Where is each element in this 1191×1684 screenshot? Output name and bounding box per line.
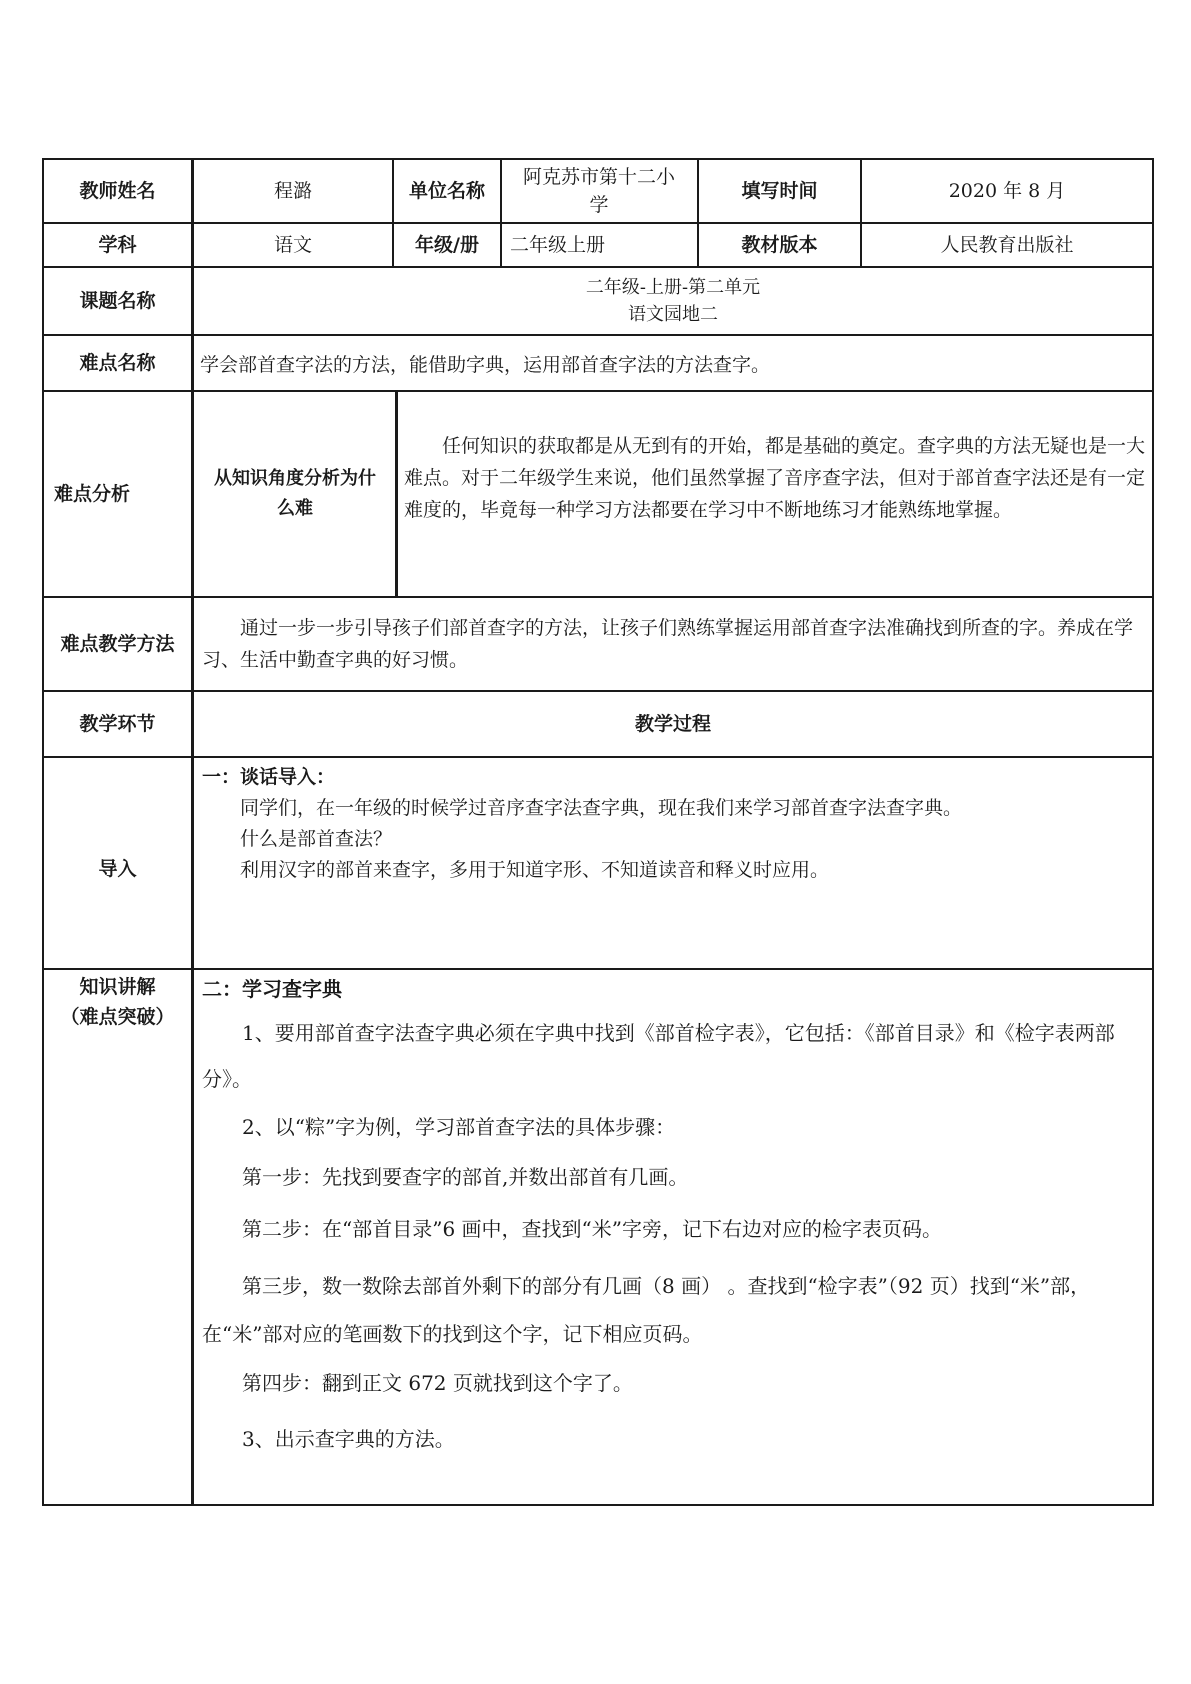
method-paragraph: 通过一步一步引导孩子们部首查字的方法，让孩子们熟练掌握运用部首查字法准确找到所查的字。养成在学习、生活中勤查字典的好习惯。 xyxy=(202,617,1134,671)
unit-name-label: 单位名称 xyxy=(408,180,485,202)
analysis-text xyxy=(404,392,1148,596)
grade-value: 二年级上册 xyxy=(510,234,606,256)
intro-paragraph-2: 什么是部首查法？ xyxy=(240,828,393,850)
knowledge-paragraph-2: 2、以“粽”字为例，学习部首查字法的具体步骤： xyxy=(242,1115,676,1139)
subject-label: 学科 xyxy=(98,234,137,256)
difficulty-label: 难点名称 xyxy=(79,352,156,374)
method-text xyxy=(202,598,1148,690)
knowledge-step-3: 第三步，数一数除去部首外剩下的部分有几画（8 画） 。查找到“检字表”（92 页）找到“米”部，在“米”部对应的笔画数下的找到这个字，记下相应页码。 xyxy=(202,1274,1091,1346)
process-section-label: 教学环节 xyxy=(79,713,156,735)
knowledge-step-2: 第二步：在“部首目录”6 画中，查找到“米”字旁，记下右边对应的检字表页码。 xyxy=(242,1217,942,1241)
knowledge-label xyxy=(44,972,191,1052)
knowledge-label-line-2: （难点突破） xyxy=(60,1006,175,1028)
fill-date-value: 2020 年 8 月 xyxy=(948,180,1066,202)
intro-heading: 一：谈话导入： xyxy=(202,766,336,788)
edition-value: 人民教育出版社 xyxy=(940,234,1074,256)
knowledge-content xyxy=(202,972,1148,1502)
knowledge-label-line-1: 知识讲解 xyxy=(79,976,156,998)
analysis-sub-label: 从知识角度分析为什么难 xyxy=(214,468,376,519)
method-label: 难点教学方法 xyxy=(60,633,175,655)
intro-content xyxy=(202,758,1148,968)
teacher-name-label: 教师姓名 xyxy=(79,180,156,202)
process-header-title: 教学过程 xyxy=(634,713,711,735)
fill-date-label: 填写时间 xyxy=(741,180,818,202)
difficulty-value: 学会部首查字法的方法，能借助字典，运用部首查字法的方法查字。 xyxy=(200,353,771,376)
unit-name-value: 阿克苏市第十二小学 xyxy=(522,166,675,216)
edition-label: 教材版本 xyxy=(741,234,818,256)
knowledge-step-4: 第四步：翻到正文 672 页就找到这个字了。 xyxy=(242,1371,633,1395)
topic-value xyxy=(194,268,1152,334)
knowledge-step-1: 第一步：先找到要查字的部首,并数出部首有几画。 xyxy=(242,1165,689,1189)
knowledge-paragraph-3: 3、出示查字典的方法。 xyxy=(242,1427,455,1451)
topic-line-1: 二年级-上册-第二单元 xyxy=(585,277,761,298)
intro-paragraph-1: 同学们，在一年级的时候学过音序查字法查字典，现在我们来学习部首查字法查字典。 xyxy=(240,797,963,819)
intro-paragraph-3: 利用汉字的部首来查字，多用于知道字形、不知道读音和释义时应用。 xyxy=(240,859,830,881)
analysis-paragraph: 任何知识的获取都是从无到有的开始，都是基础的奠定。查字典的方法无疑也是一大难点。对于二年级学生来说，他们虽然掌握了音序查字法，但对于部首查字法还是有一定难度的，毕竟每一种学习方法都要在学习中不断地练习才能熟练地掌握。 xyxy=(404,435,1146,521)
topic-label: 课题名称 xyxy=(79,290,156,312)
knowledge-heading: 二：学习查字典 xyxy=(202,977,342,1001)
analysis-label: 难点分析 xyxy=(54,483,131,505)
teacher-name-value: 程潞 xyxy=(273,180,312,202)
intro-label: 导入 xyxy=(98,858,137,880)
knowledge-paragraph-1: 1、要用部首查字法查字典必须在字典中找到《部首检字表》，它包括：《部首目录》和《检字表两部分》。 xyxy=(202,1021,1115,1091)
subject-value: 语文 xyxy=(273,234,312,256)
grade-label: 年级/册 xyxy=(415,234,479,256)
topic-line-2: 语文园地二 xyxy=(628,304,718,325)
